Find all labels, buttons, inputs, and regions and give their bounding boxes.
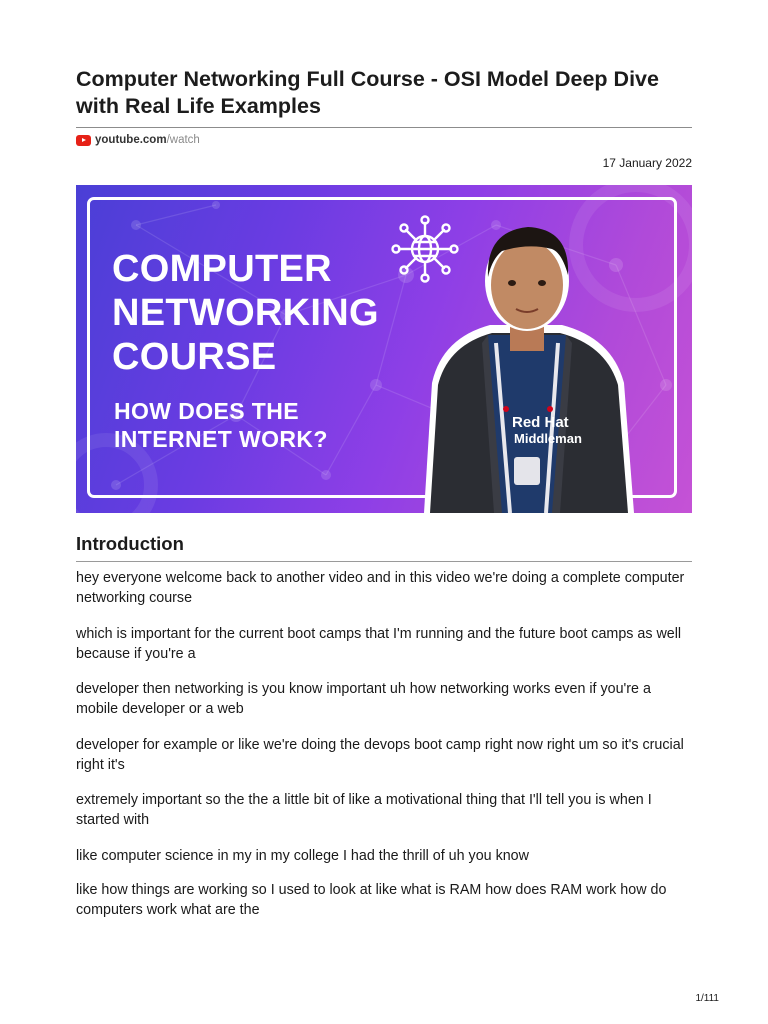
title-divider [76, 127, 692, 128]
paragraph: developer for example or like we're doing the devops boot camp right now right um so it's crucial right it's [76, 737, 684, 773]
thumbnail-subheadline-line-2: INTERNET WORK? [114, 426, 328, 452]
paragraph: developer then networking is you know important uh how networking works even if you're a mobile developer or a web [76, 681, 651, 717]
paragraph: hey everyone welcome back to another video and in this video we're doing a complete computer networking course [76, 570, 685, 606]
presenter-photo [402, 213, 652, 513]
video-thumbnail[interactable] [76, 185, 692, 513]
source-link[interactable] [76, 133, 200, 147]
thumbnail-subheadline [114, 397, 328, 453]
youtube-icon [76, 135, 91, 146]
thumbnail-headline-line-3: COURSE [112, 336, 277, 378]
page-counter: 1/111 [695, 993, 719, 1004]
paragraph: like how things are working so I used to look at like what is RAM how does RAM work how do computers work what are the [76, 882, 667, 918]
section-divider [76, 561, 692, 562]
thumbnail-headline-line-2: NETWORKING [112, 292, 379, 334]
shirt-print-subtext: Middleman [514, 431, 582, 446]
thumbnail-headline [112, 247, 379, 379]
source-path: /watch [166, 134, 200, 146]
paragraph: which is important for the current boot camps that I'm running and the future boot camps as well because if you're a [76, 626, 682, 662]
document-date: 17 January 2022 [602, 156, 692, 170]
source-domain: youtube.com [95, 134, 167, 146]
paragraph: extremely important so the the a little bit of like a motivational thing that I'll tell you is when I started with [76, 792, 652, 828]
thumbnail-subheadline-line-1: HOW DOES THE [114, 398, 299, 424]
thumbnail-headline-line-1: COMPUTER [112, 248, 332, 290]
shirt-print-text: Red Hat [512, 414, 569, 431]
document-title: Computer Networking Full Course - OSI Model Deep Dive with Real Life Examples [76, 67, 659, 118]
paragraph: like computer science in my in my college I had the thrill of uh you know [76, 848, 529, 864]
section-heading-introduction: Introduction [76, 533, 184, 554]
